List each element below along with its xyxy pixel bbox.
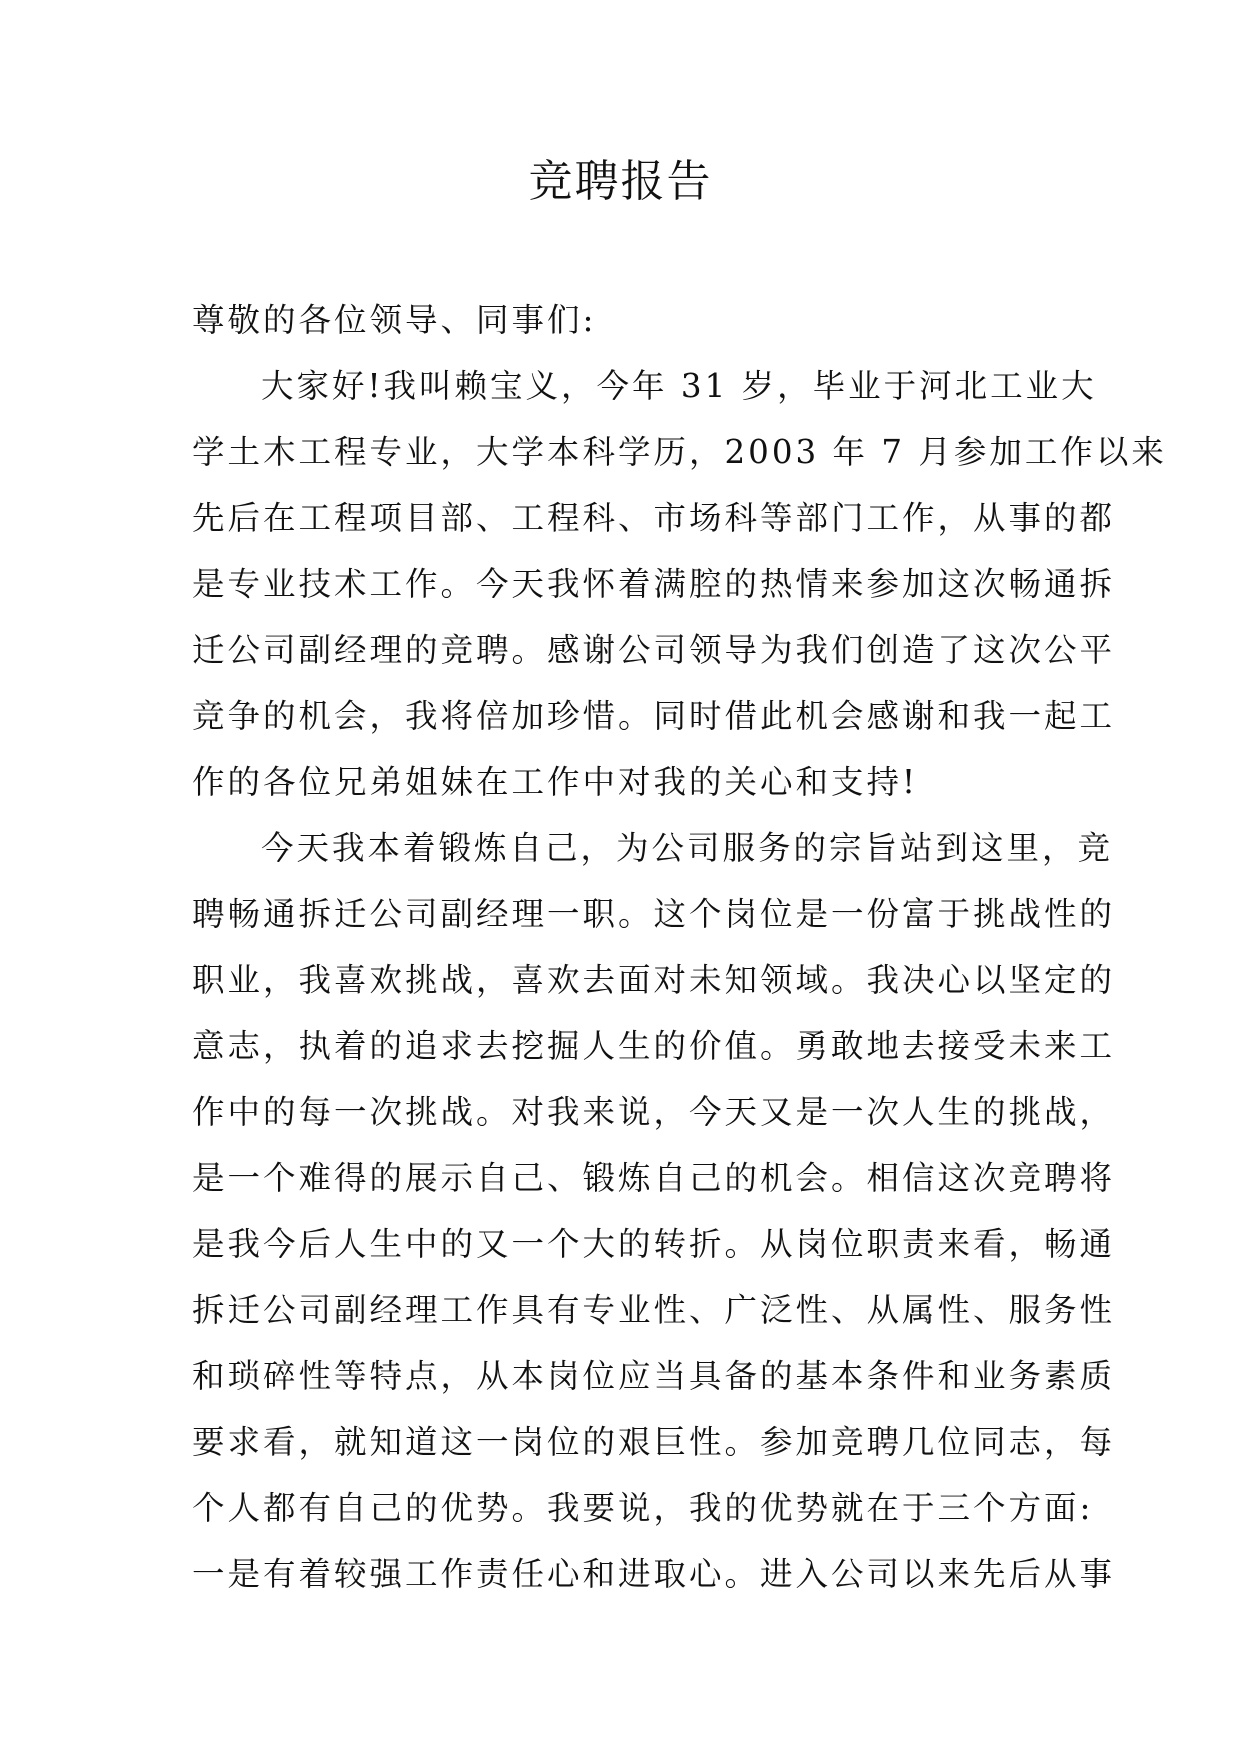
text-line: 今天我本着锻炼自己，为公司服务的宗旨站到这里，竞 bbox=[261, 829, 1114, 867]
text-line: 聘畅通拆迁公司副经理一职。这个岗位是一份富于挑战性的 bbox=[192, 895, 1116, 933]
document-title: 竞聘报告 bbox=[528, 156, 713, 207]
text-line: 是我今后人生中的又一个大的转折。从岗位职责来看，畅通 bbox=[192, 1225, 1116, 1263]
text-line: 迁公司副经理的竞聘。感谢公司领导为我们创造了这次公平 bbox=[192, 631, 1116, 669]
text-line: 尊敬的各位领导、同事们: bbox=[192, 301, 597, 339]
text-line: 职业，我喜欢挑战，喜欢去面对未知领域。我决心以坚定的 bbox=[192, 961, 1116, 999]
text-line: 是一个难得的展示自己、锻炼自己的机会。相信这次竞聘将 bbox=[192, 1159, 1116, 1197]
text-line: 先后在工程项目部、工程科、市场科等部门工作，从事的都 bbox=[192, 499, 1116, 537]
text-line: 个人都有自己的优势。我要说，我的优势就在于三个方面: bbox=[192, 1489, 1094, 1527]
text-line: 意志，执着的追求去挖掘人生的价值。勇敢地去接受未来工 bbox=[192, 1027, 1116, 1065]
text-line: 是专业技术工作。今天我怀着满腔的热情来参加这次畅通拆 bbox=[192, 565, 1116, 603]
text-line: 一是有着较强工作责任心和进取心。进入公司以来先后从事 bbox=[192, 1555, 1116, 1593]
text-line: 作中的每一次挑战。对我来说，今天又是一次人生的挑战， bbox=[192, 1093, 1116, 1131]
text-line: 拆迁公司副经理工作具有专业性、广泛性、从属性、服务性 bbox=[192, 1291, 1116, 1329]
text-line: 作的各位兄弟姐妹在工作中对我的关心和支持! bbox=[192, 763, 919, 801]
text-line: 要求看，就知道这一岗位的艰巨性。参加竞聘几位同志，每 bbox=[192, 1423, 1116, 1461]
text-line: 竞争的机会，我将倍加珍惜。同时借此机会感谢和我一起工 bbox=[192, 697, 1116, 735]
text-line: 和琐碎性等特点，从本岗位应当具备的基本条件和业务素质 bbox=[192, 1357, 1116, 1395]
text-line: 大家好!我叫赖宝义，今年 31 岁，毕业于河北工业大 bbox=[261, 367, 1097, 405]
document-body bbox=[192, 287, 1167, 1607]
text-line: 学土木工程专业，大学本科学历，2003 年 7 月参加工作以来 bbox=[192, 433, 1167, 471]
